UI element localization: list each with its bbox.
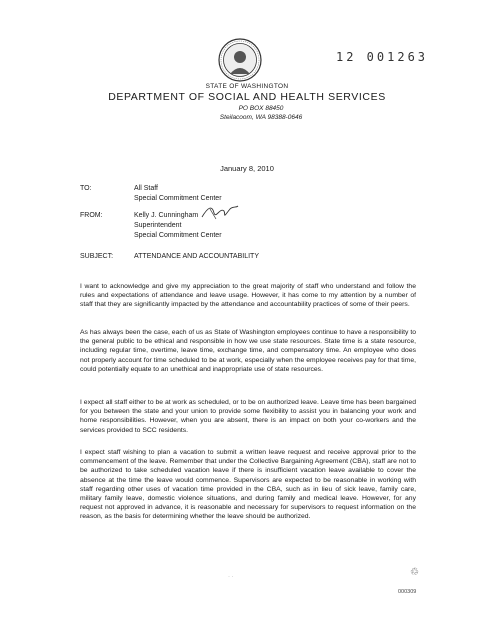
state-seal-icon: [218, 38, 262, 82]
from-line-1: Kelly J. Cunningham: [134, 212, 199, 219]
from-label: FROM:: [80, 212, 103, 219]
signature-mark: [200, 203, 240, 223]
department-name: DEPARTMENT OF SOCIAL AND HEALTH SERVICES: [108, 91, 386, 103]
body-paragraph-1: I want to acknowledge and give my appreciation to the great majority of staff who understand and follow the rules and expectations of attendance and leave usage. However, it has come to my attention by a number of staff that they are significantly impacted by the attendance and accountability practices of some of their peers.: [80, 283, 416, 309]
body-paragraph-3: I expect all staff either to be at work as scheduled, or to be on authorized leave. Leave time has been bargained for you between the state and your union to provide some flexibility to assist you in balancing your work and home responsibilities. However, when you are absent, there is an impact on both your co-workers and the services provided to SCC residents.: [80, 399, 416, 434]
document-number: 12 001263: [336, 50, 429, 64]
recycle-icon: ♲: [410, 567, 419, 578]
subject-text: ATTENDANCE AND ACCOUNTABILITY: [134, 253, 259, 260]
to-line-2: Special Commitment Center: [134, 195, 222, 202]
to-line-1: All Staff: [134, 185, 158, 192]
body-paragraph-4: I expect staff wishing to plan a vacation to submit a written leave request and receive approval prior to the commencement of the leave. Remember that under the Collective Bargaining Agreement (CBA), staff are not to be authorized to take scheduled vacation leave if there is insufficient vacation leave available to cover the absence at the time the leave would commence. Supervisors are expected to be reasonable in working with staff regarding other uses of vacation time provided in the CBA, such as in lieu of sick leave, family care, military family leave, domestic violence situations, and during family and medical leave. However, for any request not approved in advance, it is reasonable and necessary for supervisors to request information on the reason, as the basis for determining whether the leave should be authorized.: [80, 449, 416, 521]
body-paragraph-2: As has always been the case, each of us as State of Washington employees continue to have a responsibility to the general public to be ethical and responsible in how we use state resources. State time is a state resource, including regular time, overtime, leave time, exchange time, and compensatory time. An employee who does not properly account for time scheduled to be at work, especially when the employee receives pay for that time, could potentially equate to an unethical and inappropriate use of state resources.: [80, 329, 417, 373]
from-line-2: Superintendent: [134, 222, 182, 229]
memo-date: January 8, 2010: [220, 164, 274, 173]
state-name: STATE OF WASHINGTON: [205, 83, 289, 90]
from-line-3: Special Commitment Center: [134, 232, 222, 239]
subject-label: SUBJECT:: [80, 253, 114, 260]
page-number: 000309: [398, 589, 417, 595]
po-box: PO BOX 88450: [238, 105, 284, 112]
city-address: Steilacoom, WA 98388-0646: [219, 114, 303, 121]
scan-smudge: · ·: [228, 574, 234, 580]
to-label: TO:: [80, 185, 92, 192]
